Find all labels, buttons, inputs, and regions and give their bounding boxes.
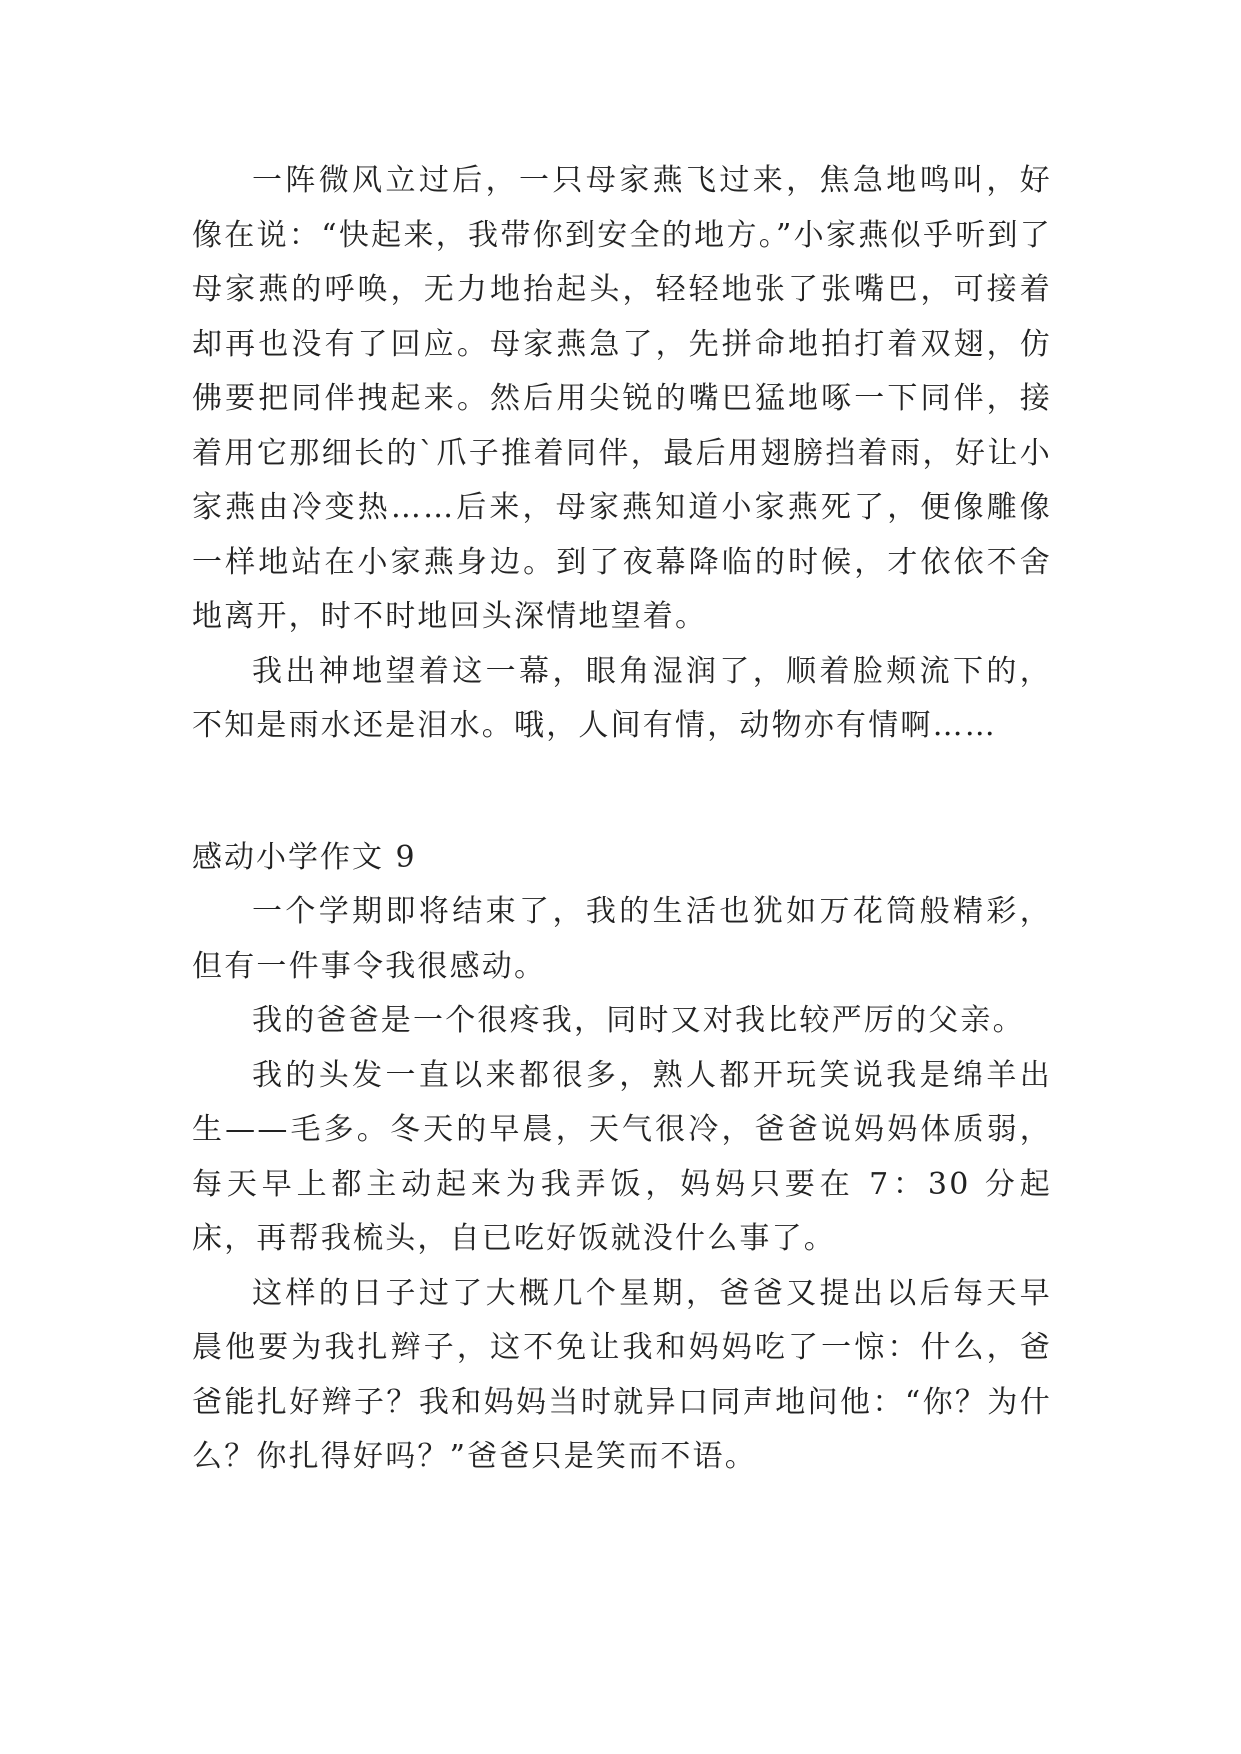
paragraph: 我的头发一直以来都很多，熟人都开玩笑说我是绵羊出生——毛多。冬天的早晨，天气很冷，爸爸说妈妈体质弱，每天早上都主动起来为我弄饭，妈妈只要在 7：30 分起床，再帮我梳头，自已吃好饭就没什么事了。 (192, 1057, 1052, 1256)
paragraph: 一阵微风立过后，一只母家燕飞过来，焦急地鸣叫，好像在说：“快起来，我带你到安全的地方。”小家燕似乎听到了母家燕的呼唤，无力地抬起头，轻轻地张了张嘴巴，可接着却再也没有了回应。母家燕急了，先拼命地拍打着双翅，仿佛要把同伴拽起来。然后用尖锐的嘴巴猛地啄一下同伴，接着用它那细长的`爪子推着同伴，最后用翅膀挡着雨，好让小家燕由冷变热……后来，母家燕知道小家燕死了，便像雕像一样地站在小家燕身边。到了夜幕降临的时候，才依依不舍地离开，时不时地回头深情地望着。 (192, 163, 1052, 634)
section-heading: 感动小学作文 9 (192, 839, 417, 875)
document-body (192, 154, 1052, 1485)
paragraph: 一个学期即将结束了，我的生活也犹如万花筒般精彩，但有一件事令我很感动。 (192, 894, 1052, 984)
paragraph: 我出神地望着这一幕，眼角湿润了，顺着脸颊流下的，不知是雨水还是泪水。哦，人间有情，动物亦有情啊…… (192, 653, 1052, 743)
paragraph: 这样的日子过了大概几个星期，爸爸又提出以后每天早晨他要为我扎辫子，这不免让我和妈妈吃了一惊：什么，爸爸能扎好辫子？我和妈妈当时就异口同声地问他：“你？为什么？你扎得好吗？”爸爸只是笑而不语。 (192, 1275, 1052, 1474)
paragraph: 我的爸爸是一个很疼我，同时又对我比较严厉的父亲。 (252, 1003, 1025, 1038)
